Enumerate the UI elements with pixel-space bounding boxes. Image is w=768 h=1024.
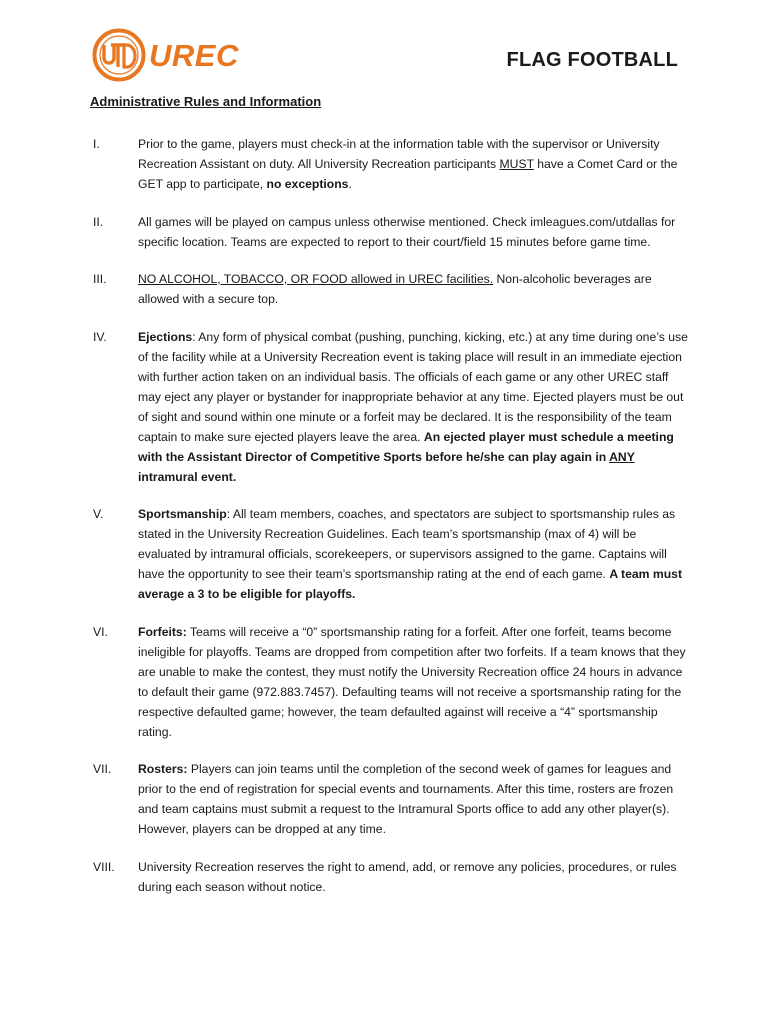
rule-text-segment: have a Comet Card or the GET app to participate, (138, 157, 678, 191)
rule-item (90, 759, 690, 839)
page-header (0, 0, 768, 95)
rule-text-bold: Ejections (138, 329, 193, 344)
rule-text-underlined: MUST (499, 157, 534, 171)
rule-text (138, 327, 688, 487)
rule-numeral: VI. (93, 624, 108, 639)
rule-text-bold: no exceptions (266, 177, 349, 191)
rule-item (90, 327, 690, 487)
utd-monogram-icon (92, 28, 146, 82)
page-title: FLAG FOOTBALL (506, 49, 678, 71)
rule-numeral: VII. (93, 762, 112, 776)
rule-item (90, 212, 690, 252)
section-heading: Administrative Rules and Information (90, 94, 322, 109)
rule-text-bold: Forfeits: (138, 624, 187, 639)
rule-text-segment: : All team members, coaches, and spectators are subject to sportsmanship rules as stated in the University Recreation Guidelines. Each team’s sportsmanship (max of 4) will be evaluated by intramural officials, scorekeepers, or supervisors assigned to the game. Captains will have the opportunity to see their team’s sportsmanship rating at the end of each game. (138, 507, 676, 581)
rule-text-bold: A team must average a 3 to be eligible for playoffs. (138, 567, 683, 601)
rule-text (138, 212, 688, 252)
rule-text (138, 622, 688, 742)
rule-text-segment: Prior to the game, players must check-in at the information table with the supervisor or University Recreation Assistant on duty. All University Recreation participants (138, 137, 660, 171)
rule-text-segment: . (348, 177, 352, 191)
rule-numeral: II. (93, 214, 104, 229)
rule-item (90, 622, 690, 742)
rule-text-segment: Teams will receive a “0” sportsmanship rating for a forfeit. After one forfeit, teams become ineligible for playoffs. Teams are dropped from competition after two forfeits. If a team knows that they are unable to make the contest, they must notify the University Recreation office 24 hours in advance to default their game (972.883.7457). Defaulting teams will not receive a sportsmanship rating for the respective defaulted game; however, the team defaulted against will receive a “4” sportsmanship rating. (138, 624, 686, 739)
urec-logo (92, 28, 239, 82)
rule-item (90, 504, 690, 604)
rule-text-bold: Rosters: (138, 762, 188, 776)
rule-item (90, 857, 690, 897)
rule-text-underlined: NO ALCOHOL, TOBACCO, OR FOOD allowed in UREC facilities. (138, 272, 494, 286)
rules-list (90, 134, 690, 914)
rule-text-bold: intramural event. (138, 469, 237, 484)
rule-text-bold: An ejected player must schedule a meeting with the Assistant Director of Competitive Sports before he/she can play again in (138, 429, 674, 464)
rule-numeral: III. (93, 272, 107, 286)
rule-numeral: VIII. (93, 859, 115, 874)
rule-text-segment: Players can join teams until the completion of the second week of games for leagues and prior to the end of registration for special events and tournaments. After this time, rosters are frozen and team captains must submit a request to the Intramural Sports office to add any other player(s). However, players can be dropped at any time. (138, 762, 674, 836)
rule-text (138, 857, 688, 897)
rule-text (138, 504, 688, 604)
rule-item (90, 134, 690, 194)
rule-text-segment: University Recreation reserves the right to amend, add, or remove any policies, procedures, or rules during each season without notice. (138, 859, 677, 894)
rule-item (90, 269, 690, 309)
rule-text (138, 134, 688, 194)
rule-numeral: IV. (93, 329, 107, 344)
rule-text (138, 269, 688, 309)
logo-wordmark: UREC (149, 38, 239, 73)
rule-text-segment: Non-alcoholic beverages are allowed with a secure top. (138, 272, 652, 306)
rule-numeral: V. (93, 507, 104, 521)
rule-text (138, 759, 688, 839)
rule-text-bold: Sportsmanship (138, 507, 227, 521)
rule-numeral: I. (93, 137, 100, 151)
rule-text-bold-underlined: ANY (609, 449, 635, 464)
rule-text-segment: All games will be played on campus unless otherwise mentioned. Check imleagues.com/utdallas for specific location. Teams are expected to report to their court/field 15 minutes before game time. (138, 214, 676, 249)
rule-text-segment: : Any form of physical combat (pushing, punching, kicking, etc.) at any time during one’s use of the facility while at a University Recreation event is taking place will result in an immediate ejection with further action taken on an individual basis. The officials of each game or any other UREC staff may eject any player or bystander for inappropriate behavior at any time. Ejected players must be out of sight and sound within one minute or a forfeit may be declared. It is the responsibility of the team captain to make sure ejected players leave the area. (138, 329, 688, 444)
